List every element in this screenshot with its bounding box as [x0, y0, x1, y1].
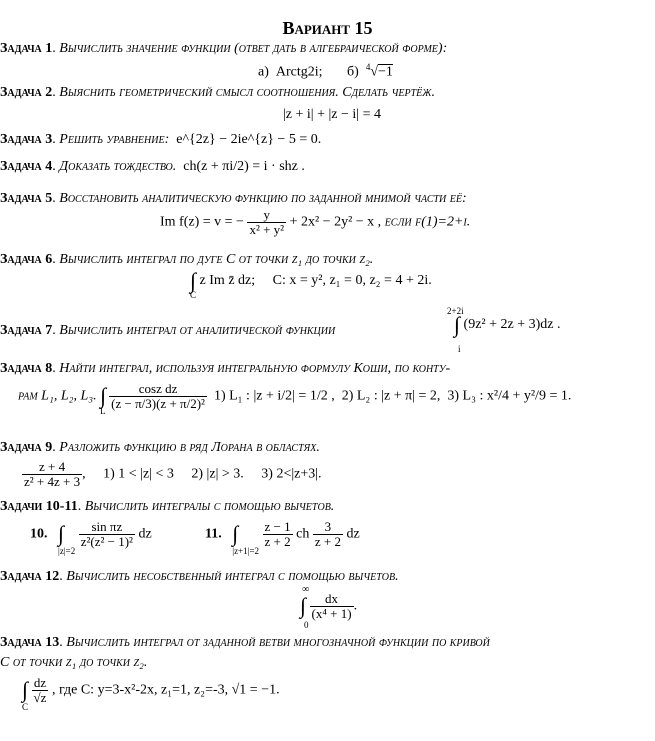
task-12-upper: ∞ — [302, 584, 310, 595]
task-5-header: Задача 5. Восстановить аналитическую функцию по заданной мнимой части её: — [0, 191, 467, 206]
task-3: Задача 3. Решить уравнение: e^{2z} − 2ie^{z} − 5 = 0. — [0, 132, 322, 147]
task-3-formula: e^{2z} − 2ie^{z} − 5 = 0. — [176, 132, 322, 147]
integral-sign-icon: ∫ — [454, 312, 461, 337]
task-7-upper: 2+2i — [447, 306, 464, 316]
task-5-formula: Im f(z) = v = − $\frac{y}{\text{x² + y²}}$ + 2x² − 2y² − x , если f(1)=2+i. — [160, 207, 471, 237]
task-10-formula: 10. $\int_{|z|=2}$ $\frac{\text{sin πz}}{\text{z²(z² − 1)²}}$ dz — [30, 519, 152, 556]
task-7-integral: ∫ (9z² + 2z + 3)dz . — [454, 312, 561, 337]
task-4: Задача 4. Доказать тождество. ch(z + πi/2) = i · shz . — [0, 159, 305, 174]
page-title: Вариант 15 — [282, 18, 373, 38]
task-11-formula: 11. $\int_{|z+1|=2}$ $\frac{z - 1}{z + 2}$ ch $\frac{3}{z + 2}$ dz — [205, 519, 360, 556]
task-6-header: Задача 6. Вычислить интеграл по дуге C от точки z₁ до точки z₂. — [0, 252, 374, 267]
task-7-lower: i — [458, 344, 461, 354]
task-6-formula: $\int_C$ z Im z̄ dz; C: x = y², z₁ = 0, z₂ = 4 + 2i. — [190, 268, 432, 301]
task-2-header: Задача 2. Выяснить геометрический смысл соотношения. Сделать чертёж. — [0, 85, 435, 100]
integral-sign-icon: ∫ — [100, 383, 107, 409]
task-13-formula: $\int_C$ $\frac{dz}{√z}$ , где C: y=3-x²-2x, z₁=1, z₂=-3, √1 = −1. — [22, 675, 280, 712]
integral-sign-icon: ∫ — [190, 268, 197, 293]
task-1-options: а) Arctg2i; б) $^4$√−1 — [258, 62, 393, 80]
task-10-header: Задачи 10-11. Вычислить интегралы с помощью вычетов. — [0, 499, 335, 514]
task-12-formula: ∫ $\frac{dx}{\text{(x⁴ + 1)}}$ . — [300, 591, 358, 621]
task-13-subheader: C от точки z₁ до точки z₂. — [0, 655, 148, 670]
task-9-formula: $\frac{z + 4}{\text{z² + 4z + 3}}$ , 1) 1 < |z| < 3 2) |z| > 3. 3) 2<|z+3|. — [24, 459, 322, 489]
integral-sign-icon: ∫ — [58, 521, 65, 547]
task-12-header: Задача 12. Вычислить несобственный интеграл с помощью вычетов. — [0, 569, 399, 584]
task-9-header: Задача 9. Разложить функцию в ряд Лорана в областях. — [0, 440, 320, 455]
task-2-formula: |z + i| + |z − i| = 4 — [283, 107, 381, 122]
task-7: Задача 7. Вычислить интеграл от аналитической функции — [0, 323, 336, 338]
task-4-formula: ch(z + πi/2) = i · shz . — [183, 159, 305, 174]
task-12-lower: 0 — [304, 620, 309, 630]
task-1-header: Задача 1. Вычислить значение функции (ответ дать в алгебраической форме): — [0, 41, 448, 56]
integral-sign-icon: ∫ — [22, 677, 29, 703]
task-13-header: Задача 13. Вычислить интеграл от заданной ветви многозначной функции по кривой — [0, 635, 490, 650]
integral-sign-icon: ∫ — [232, 521, 239, 547]
task-8-header: Задача 8. Найти интеграл, используя интегральную формулу Коши, по конту- — [0, 361, 451, 376]
task-8-formula: рам L₁, L₂, L₃. $\int_L$ $\frac{\text{cosz dz}}{\text{(z − π/3)(z + π/2)²}}$ 1) L₁ : |z + i/2| = 1/2 , 2) L₂ : |z + π| = 2, 3) L₃ : x²/4 + y²/9 = 1. — [18, 381, 572, 416]
integral-sign-icon: ∫ — [300, 593, 307, 619]
